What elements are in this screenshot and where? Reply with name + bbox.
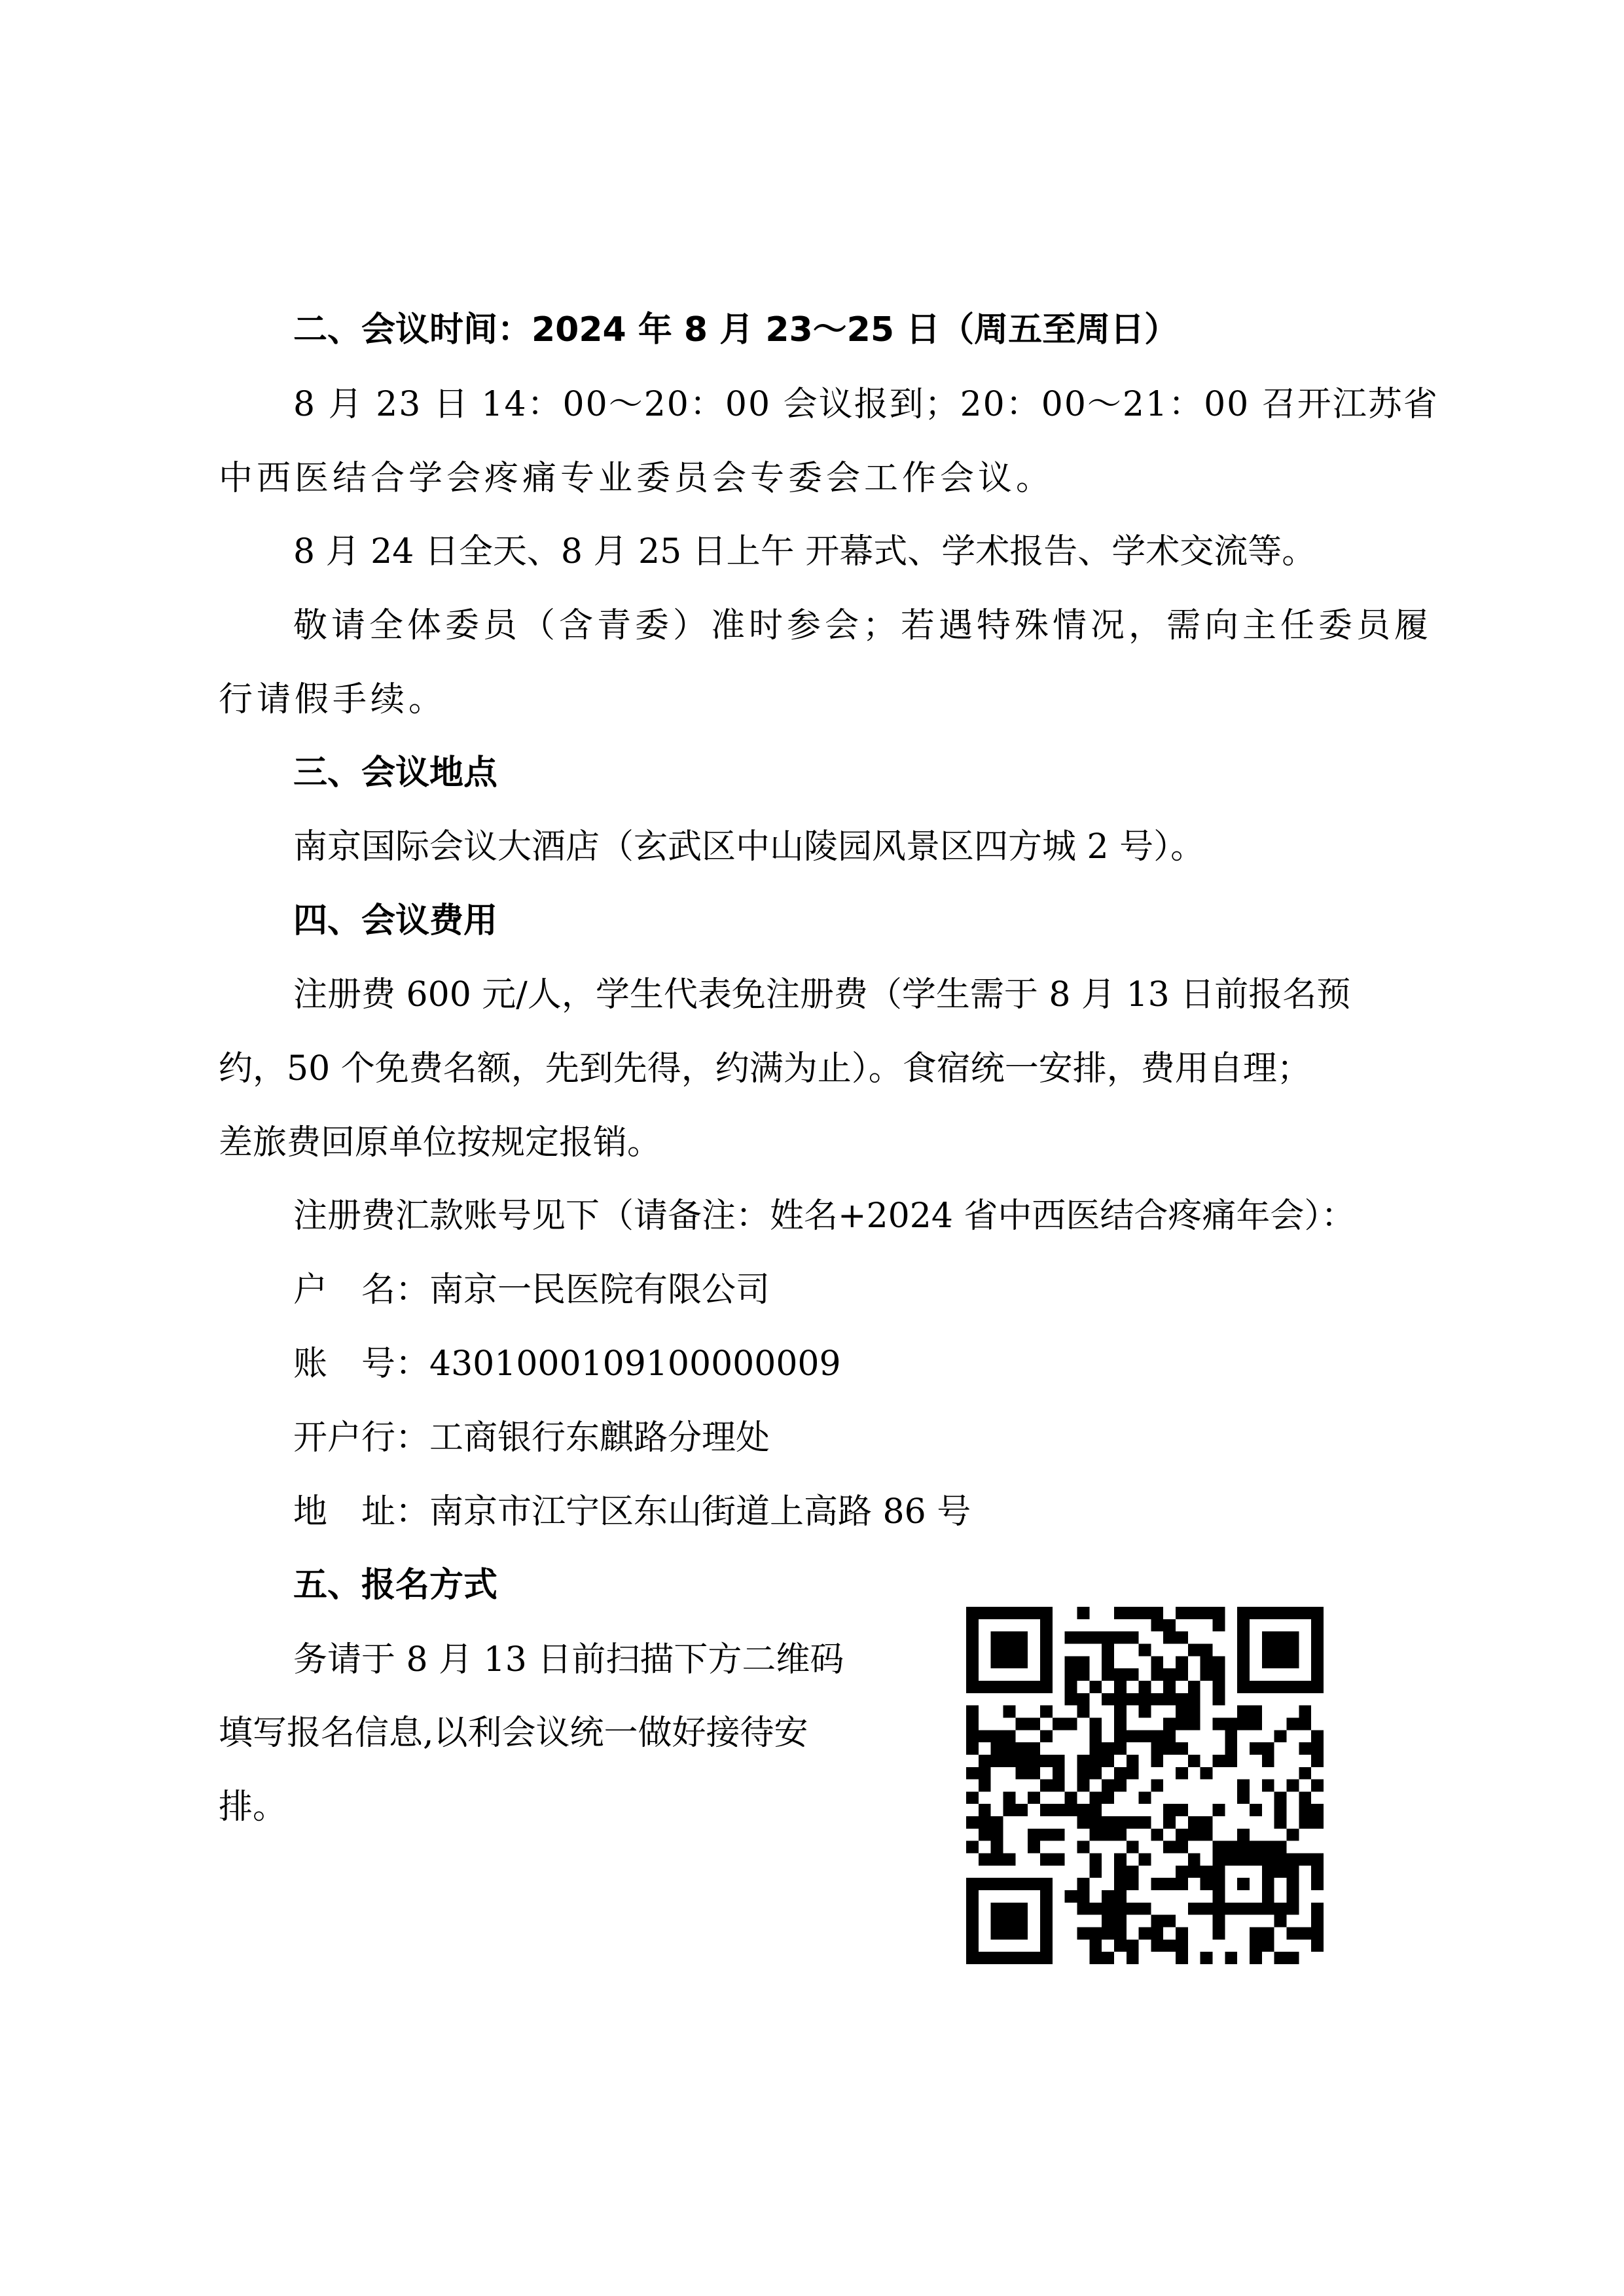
section5-heading: 五、报名方式	[293, 1566, 498, 1605]
section2-paragraph2: 8 月 24 日全天、8 月 25 日上午 开幕式、学术报告、学术交流等。	[293, 532, 1316, 571]
account-name: 户 名：南京一民医院有限公司	[293, 1270, 770, 1310]
section2-paragraph1-line1: 8 月 23 日 14：00～20：00 会议报到；20：00～21：00 召开江苏省	[293, 385, 1439, 424]
section4-account-intro: 注册费汇款账号见下（请备注：姓名+2024 省中西医结合疼痛年会）：	[293, 1196, 1356, 1236]
section5-line3: 排。	[219, 1787, 287, 1827]
section2-paragraph3-line2: 行请假手续。	[219, 680, 447, 719]
section4-fee-line1: 注册费 600 元/人，学生代表免注册费（学生需于 8 月 13 日前报名预	[293, 975, 1351, 1014]
section5-line1: 务请于 8 月 13 日前扫描下方二维码	[293, 1640, 844, 1679]
section3-heading: 三、会议地点	[293, 753, 498, 793]
qr-code-icon[interactable]	[966, 1607, 1324, 1964]
account-number: 账 号：4301000109100000009	[293, 1344, 841, 1384]
account-bank: 开户行：工商银行东麒路分理处	[293, 1418, 770, 1458]
section2-heading: 二、会议时间：2024 年 8 月 23～25 日（周五至周日）	[293, 310, 1179, 350]
account-address: 地 址：南京市江宁区东山街道上高路 86 号	[293, 1492, 971, 1532]
section4-fee-line3: 差旅费回原单位按规定报销。	[219, 1123, 662, 1162]
section3-venue: 南京国际会议大酒店（玄武区中山陵园风景区四方城 2 号）。	[293, 827, 1205, 867]
section2-paragraph3-line1: 敬请全体委员（含青委）准时参会；若遇特殊情况，需向主任委员履	[293, 606, 1433, 645]
section4-heading: 四、会议费用	[293, 901, 498, 941]
section5-line2: 填写报名信息,以利会议统一做好接待安	[219, 1713, 808, 1753]
section2-paragraph1-line2: 中西医结合学会疼痛专业委员会专委会工作会议。	[219, 459, 1055, 498]
section4-fee-line2: 约，50 个免费名额，先到先得，约满为止）。食宿统一安排，费用自理；	[219, 1049, 1311, 1088]
